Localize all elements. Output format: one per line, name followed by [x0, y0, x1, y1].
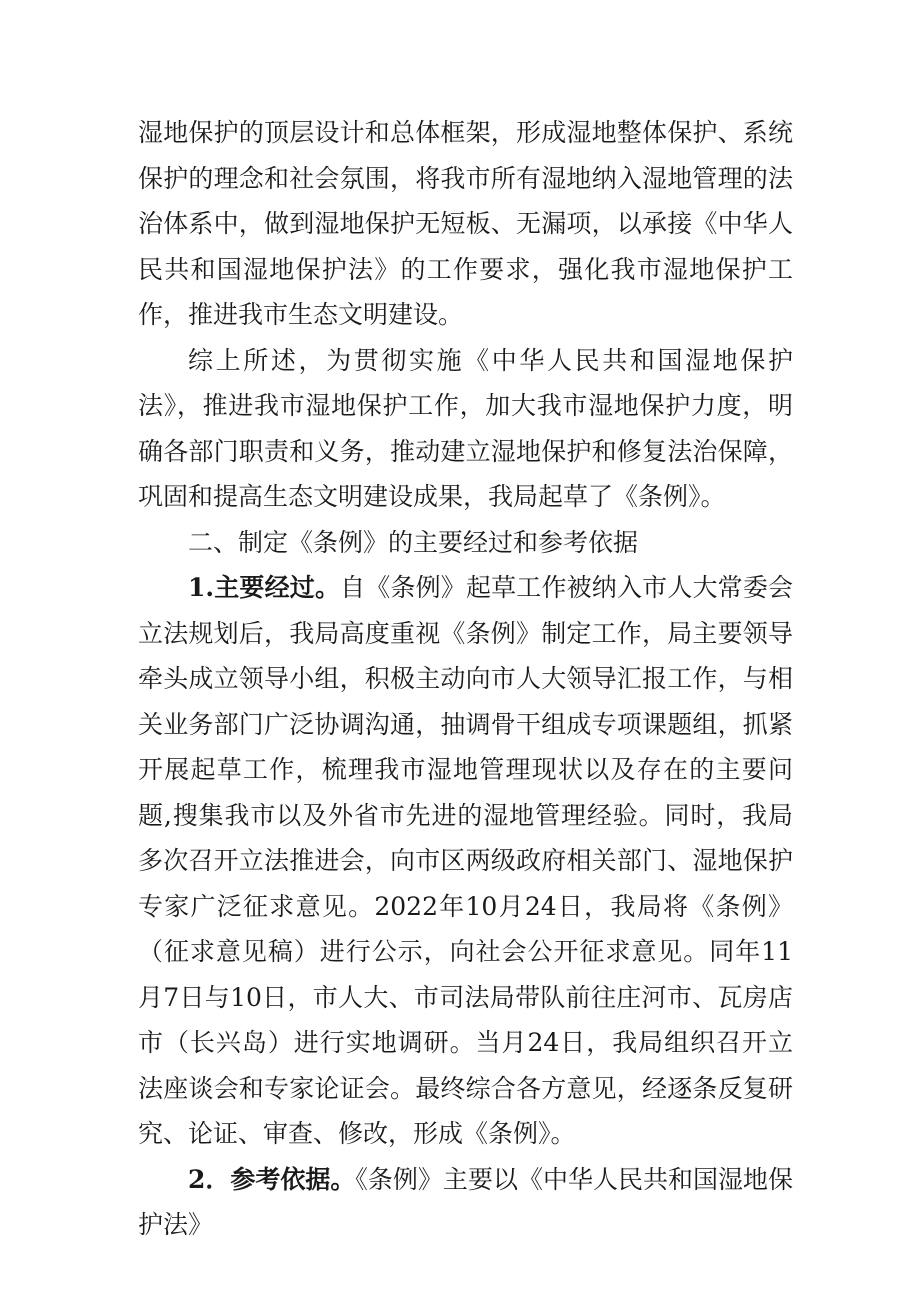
- paragraph-text: 综上所述，为贯彻实施《中华人民共和国湿地保护法》，推进我市湿地保护工作，加大我市湿地保护力度，明确各部门职责和义务，推动建立湿地保护和修复法治保障，巩固和提高生态文明建设成果，我局起草了《条例》。: [138, 345, 793, 511]
- paragraph-text: 自《条例》起草工作被纳入市人大常委会立法规划后，我局高度重视《条例》制定工作，局主要领导牵头成立领导小组，积极主动向市人大领导汇报工作，与相关业务部门广泛协调沟通，抽调骨干组成专项课题组，抓紧开展起草工作，梳理我市湿地管理现状以及存在的主要问题,搜集我市以及外省市先进的湿地管理经验。同时，我局多次召开立法推进会，向市区两级政府相关部门、湿地保护专家广泛征求意见。2022年10月24日，我局将《条例》（征求意见稿）进行公示，向社会公开征求意见。同年11月7日与10日，市人大、市司法局带队前往庄河市、瓦房店市（长兴岛）进行实地调研。当月24日，我局组织召开立法座谈会和专家论证会。最终综合各方意见，经逐条反复研究、论证、审查、修改，形成《条例》。: [138, 573, 793, 1148]
- paragraph-lead: 2．参考依据。: [188, 1164, 356, 1194]
- paragraph-reference-basis: [138, 1157, 793, 1248]
- paragraph-continuation: [138, 110, 793, 338]
- paragraph-text: 《条例》主要以《中华人民共和国湿地保护法》: [138, 1164, 793, 1239]
- paragraph-text: 湿地保护的顶层设计和总体框架，形成湿地整体保护、系统保护的理念和社会氛围，将我市所有湿地纳入湿地管理的法治体系中，做到湿地保护无短板、无漏项，以承接《中华人民共和国湿地保护法》的工作要求，强化我市湿地保护工作，推进我市生态文明建设。: [138, 118, 793, 329]
- paragraph-main-process: [138, 565, 793, 1157]
- section-heading: [138, 520, 793, 566]
- paragraph-summary: [138, 338, 793, 520]
- paragraph-lead: 1.主要经过。: [188, 573, 341, 602]
- document-body: [138, 110, 793, 1248]
- heading-text: 二、制定《条例》的主要经过和参考依据: [188, 527, 639, 557]
